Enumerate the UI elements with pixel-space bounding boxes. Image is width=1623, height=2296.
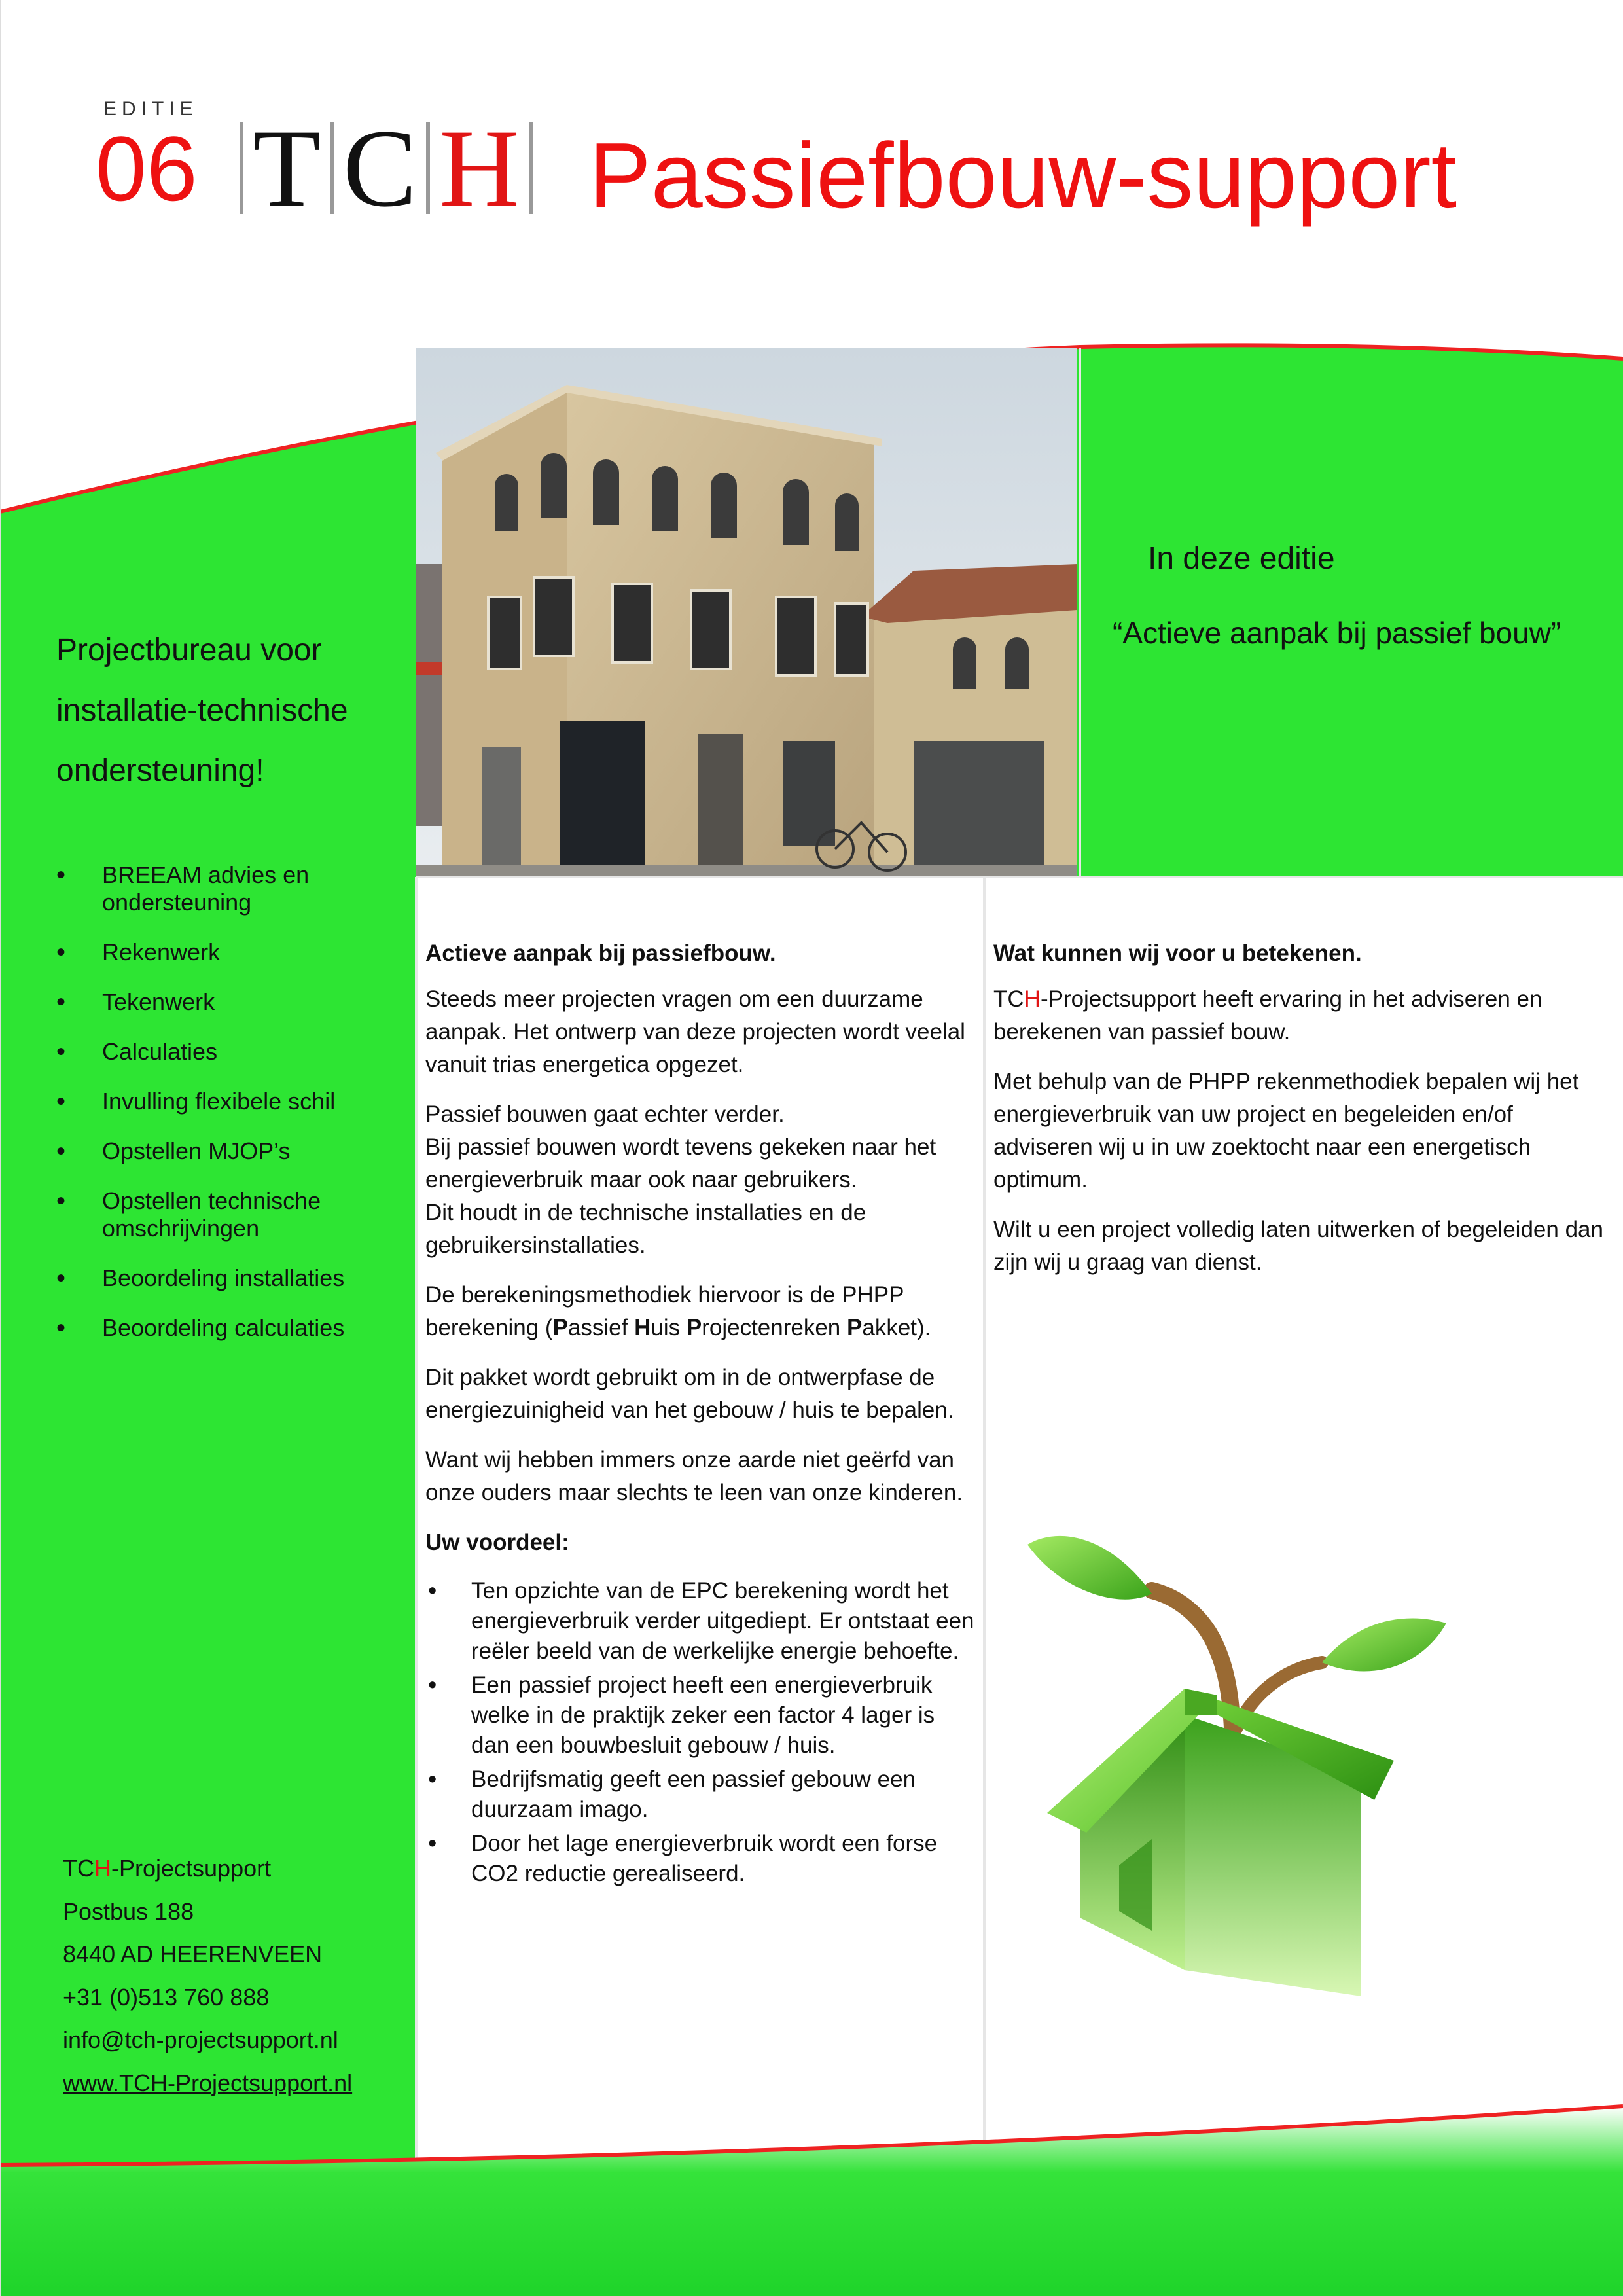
- contact-postcode-city: 8440 AD HEERENVEEN: [63, 1941, 323, 1967]
- article-heading: Actieve aanpak bij passiefbouw.: [425, 941, 776, 966]
- tagline-line: installatie-technische: [56, 693, 348, 728]
- edition-info-subtitle: “Actieve aanpak bij passief bouw”: [1113, 616, 1561, 650]
- article-paragraph: Steeds meer projecten vragen om een duurzame aanpak. Het ontwerp van deze projecten wordt veelal vanuit trias energetica opgezet.: [425, 986, 965, 1077]
- article-line: Bij passief bouwen wordt tevens gekeken naar het energieverbruik maar ook naar gebruikers.: [425, 1134, 936, 1193]
- side-paragraph: Wilt u een project volledig laten uitwerken of begeleiden dan zijn wij u graag van dienst.: [993, 1217, 1603, 1275]
- bold-letter: P: [552, 1315, 568, 1340]
- contact-company: [63, 1847, 429, 1890]
- edition-number: 06: [96, 117, 198, 220]
- tagline-line: Projectbureau voor: [56, 633, 322, 668]
- service-item: • Opstellen technische omschrijvingen: [56, 1187, 410, 1242]
- article-line: Passief bouwen gaat echter verder.: [425, 1102, 785, 1127]
- advantage-item: • Door het lage energieverbruik wordt een forse CO2 reductie gerealiseerd.: [425, 1829, 979, 1889]
- article-paragraph: Want wij hebben immers onze aarde niet geërfd van onze ouders maar slechts te leen van onze kinderen.: [425, 1447, 963, 1505]
- main-article: [425, 937, 979, 1893]
- tagline-line: ondersteuning!: [56, 753, 264, 788]
- tagline: [56, 620, 397, 801]
- service-item: • Opstellen MJOP’s: [56, 1138, 410, 1165]
- service-item: • Tekenwerk: [56, 988, 410, 1016]
- advantage-item: • Bedrijfsmatig geeft een passief gebouw een duurzaam imago.: [425, 1765, 979, 1825]
- advantages-heading: Uw voordeel:: [425, 1530, 569, 1555]
- logo-divider: [330, 122, 334, 214]
- article-line: Dit houdt in de technische installaties en de gebruikersinstallaties.: [425, 1200, 866, 1258]
- side-paragraph: [993, 983, 1609, 1049]
- side-article: [993, 937, 1609, 1296]
- advantages-list: [425, 1576, 979, 1889]
- contact-email[interactable]: info@tch-projectsupport.nl: [63, 2026, 338, 2053]
- company-highlight: H: [94, 1855, 111, 1882]
- bold-letter: P: [847, 1315, 863, 1340]
- service-item: • Invulling flexibele schil: [56, 1088, 410, 1115]
- logo-divider: [426, 122, 430, 214]
- service-item: • Rekenwerk: [56, 939, 410, 966]
- company-prefix: TC: [993, 986, 1024, 1012]
- services-list: [56, 861, 410, 1364]
- building-photo: [416, 348, 1077, 876]
- bold-letter: P: [686, 1315, 702, 1340]
- service-item: • Beoordeling installaties: [56, 1265, 410, 1292]
- text-run: rojectenreken: [702, 1315, 847, 1340]
- service-item: • Calculaties: [56, 1038, 410, 1066]
- company-prefix: TC: [63, 1855, 94, 1882]
- bold-letter: H: [634, 1315, 651, 1340]
- contact-phone: +31 (0)513 760 888: [63, 1983, 270, 2011]
- text-run: -Projectsupport heeft ervaring in het adviseren en berekenen van passief bouw.: [993, 986, 1543, 1045]
- logo-divider: [240, 122, 243, 214]
- contact-website-link[interactable]: www.TCH-Projectsupport.nl: [63, 2069, 353, 2096]
- edition-info-title: In deze editie: [1148, 541, 1335, 576]
- contact-block: [63, 1847, 429, 2104]
- service-item: • Beoordeling calculaties: [56, 1314, 410, 1342]
- green-house-sprout-icon: [1021, 1499, 1479, 2009]
- text-run: uis: [651, 1315, 687, 1340]
- side-heading: Wat kunnen wij voor u betekenen.: [993, 941, 1362, 966]
- tch-logo: [230, 107, 542, 230]
- company-suffix: -Projectsupport: [111, 1855, 272, 1882]
- page-title: Passiefbouw-support: [589, 124, 1457, 228]
- edition-label: EDITIE: [103, 98, 198, 120]
- text-run: akket).: [862, 1315, 931, 1340]
- contact-postbus: Postbus 188: [63, 1897, 194, 1925]
- advantage-item: • Ten opzichte van de EPC berekening wordt het energieverbruik verder uitgediept. Er ontstaat een reëler beeld van de werkelijke energie behoefte.: [425, 1576, 979, 1666]
- logo-letter-c: C: [342, 107, 418, 230]
- advantage-item: • Een passief project heeft een energieverbruik welke in de praktijk zeker een factor 4 lager is dan een bouwbesluit gebouw / huis.: [425, 1670, 979, 1761]
- text-run: assief: [567, 1315, 635, 1340]
- logo-divider: [529, 122, 533, 214]
- logo-letter-h: H: [439, 107, 520, 230]
- logo-letter-t: T: [253, 107, 321, 230]
- article-paragraph-phpp: [425, 1279, 979, 1344]
- company-highlight: H: [1024, 986, 1041, 1012]
- text-run: De berekeningsmethodiek hiervoor is de PHPP berekening (: [425, 1282, 904, 1340]
- article-paragraph: Dit pakket wordt gebruikt om in de ontwerpfase de energiezuinigheid van het gebouw / huis te bepalen.: [425, 1365, 954, 1423]
- side-paragraph: Met behulp van de PHPP rekenmethodiek bepalen wij het energieverbruik van uw project en begeleiden en/of adviseren wij u in uw zoektocht naar een energetisch optimum.: [993, 1069, 1579, 1193]
- article-paragraph: [425, 1098, 979, 1262]
- service-item: • BREEAM advies en ondersteuning: [56, 861, 410, 916]
